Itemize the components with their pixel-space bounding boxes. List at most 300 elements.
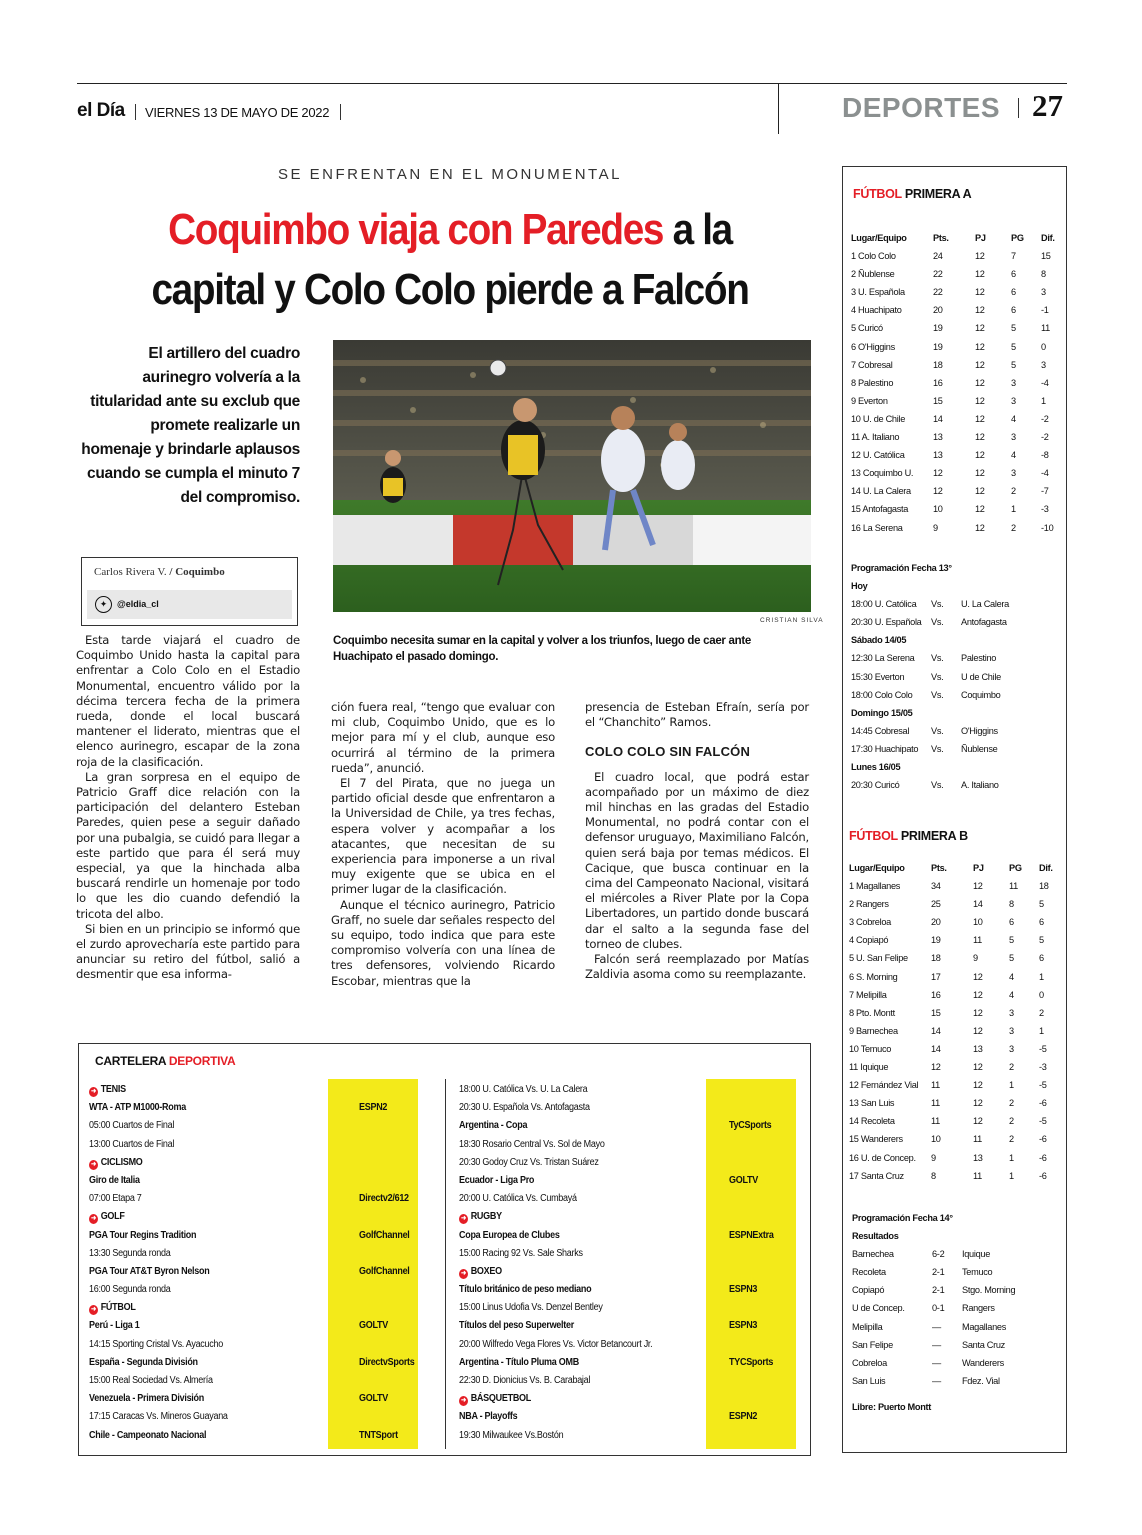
stat-value: 1 bbox=[1041, 395, 1046, 406]
stat-value: 0 bbox=[1039, 989, 1044, 1000]
stat-value: 15 bbox=[933, 395, 943, 406]
table-row bbox=[849, 1022, 1061, 1040]
byline-box bbox=[81, 557, 298, 626]
stat-value: -6 bbox=[1039, 1152, 1047, 1163]
stat-value: 12 bbox=[973, 1062, 983, 1073]
channel-name: TyCSports bbox=[729, 1120, 772, 1132]
table-row bbox=[849, 1167, 1061, 1185]
score: 6-2 bbox=[932, 1249, 945, 1260]
home-team: San Felipe bbox=[852, 1339, 893, 1350]
listing-row bbox=[459, 1281, 788, 1299]
home-team: Barnechea bbox=[852, 1249, 894, 1260]
stat-value: 13 bbox=[973, 1043, 983, 1054]
table-row bbox=[851, 283, 1061, 301]
team-name: 3 Cobreloa bbox=[849, 917, 891, 928]
primera-b-table bbox=[849, 859, 1061, 1185]
title-part: PRIMERA A bbox=[901, 187, 972, 201]
table-row bbox=[849, 931, 1061, 949]
home-team: Recoleta bbox=[852, 1267, 886, 1278]
body-column-3 bbox=[585, 700, 809, 982]
stat-value: 10 bbox=[973, 917, 983, 928]
event-name: España - Segunda División bbox=[89, 1356, 198, 1368]
team-name: 7 Melipilla bbox=[849, 989, 887, 1000]
versus: Vs. bbox=[931, 743, 944, 754]
header-divider bbox=[135, 104, 136, 120]
channel-name: ESPN2 bbox=[729, 1411, 758, 1423]
stat-value: 1 bbox=[1011, 504, 1016, 515]
stat-value: -2 bbox=[1041, 413, 1049, 424]
byline-separator: / bbox=[166, 566, 176, 578]
title-part-red: FÚTBOL bbox=[849, 829, 898, 843]
listing-row bbox=[459, 1190, 788, 1208]
photo-credit: CRISTIAN SILVA bbox=[760, 617, 824, 624]
stat-value: 14 bbox=[931, 1025, 941, 1036]
stat-value: 6 bbox=[1011, 287, 1016, 298]
stat-value: 5 bbox=[1011, 359, 1016, 370]
section-name: DEPORTES bbox=[842, 92, 1001, 123]
stat-value: 17 bbox=[931, 971, 941, 982]
listing-row bbox=[459, 1099, 788, 1117]
stat-value: 12 bbox=[975, 251, 985, 262]
schedule-list bbox=[851, 577, 1061, 794]
listing-row bbox=[459, 1372, 788, 1390]
match-time: 17:15 Caracas Vs. Mineros Guayana bbox=[89, 1411, 228, 1423]
team-name: 9 Everton bbox=[851, 395, 888, 406]
table-header bbox=[851, 229, 1061, 247]
stat-value: -6 bbox=[1039, 1170, 1047, 1181]
stat-value: 6 bbox=[1039, 917, 1044, 928]
schedule-title: Programación Fecha 14° bbox=[852, 1213, 953, 1223]
listing-row bbox=[459, 1263, 788, 1281]
match-time: 22:30 D. Dionicius Vs. B. Carabajal bbox=[459, 1375, 591, 1386]
column-header: Dif. bbox=[1039, 863, 1053, 873]
stat-value: 12 bbox=[975, 432, 985, 443]
stat-value: 3 bbox=[1009, 1043, 1014, 1054]
event-name: Argentina - Título Pluma OMB bbox=[459, 1356, 579, 1368]
twitter-handle[interactable]: @eldia_cl bbox=[117, 599, 159, 609]
stat-value: 12 bbox=[975, 359, 985, 370]
team-name: 5 Curicó bbox=[851, 323, 883, 334]
team-name: 4 Huachipato bbox=[851, 305, 902, 316]
stat-value: 3 bbox=[1009, 1025, 1014, 1036]
stat-value: 12 bbox=[933, 468, 943, 479]
stat-value: -3 bbox=[1041, 504, 1049, 515]
schedule-day: Sábado 14/05 bbox=[851, 635, 907, 646]
paragraph: Si bien en un principio se informó que el zurdo aprovecharía este partido para anunciar su retiro del fútbol, salió a desmentir que esa informa- bbox=[76, 921, 300, 982]
channel-name: TNTSport bbox=[359, 1429, 398, 1441]
stat-value: 12 bbox=[975, 305, 985, 316]
channel-name: TYCSports bbox=[729, 1356, 774, 1368]
stat-value: 18 bbox=[1039, 881, 1049, 892]
table-row bbox=[849, 1149, 1061, 1167]
table-row bbox=[849, 986, 1061, 1004]
sport-name: RUGBY bbox=[470, 1211, 502, 1223]
team-name: 4 Copiapó bbox=[849, 935, 889, 946]
column-header: Lugar/Equipo bbox=[851, 233, 907, 243]
byline-place: Coquimbo bbox=[175, 566, 225, 578]
match-time: 05:00 Cuartos de Final bbox=[89, 1120, 175, 1132]
stat-value: 12 bbox=[975, 323, 985, 334]
column-header: PG bbox=[1009, 863, 1022, 873]
primera-a-schedule bbox=[851, 559, 1061, 794]
table-row bbox=[851, 500, 1061, 518]
stat-value: 11 bbox=[973, 1134, 982, 1145]
result-row bbox=[852, 1281, 1062, 1299]
table-row bbox=[849, 913, 1061, 931]
stat-value: 9 bbox=[933, 522, 938, 533]
away-team: Fdez. Vial bbox=[962, 1375, 1000, 1386]
stat-value: 5 bbox=[1009, 953, 1014, 964]
stat-value: 24 bbox=[933, 251, 943, 262]
home-team: 18:00 Colo Colo bbox=[851, 689, 913, 700]
table-row bbox=[851, 482, 1061, 500]
listing-row bbox=[89, 1336, 418, 1354]
away-team: Magallanes bbox=[962, 1321, 1006, 1332]
stat-value: 20 bbox=[931, 917, 941, 928]
event-name: PGA Tour Regins Tradition bbox=[89, 1229, 197, 1241]
header-divider bbox=[340, 104, 341, 120]
column-divider bbox=[445, 1079, 446, 1449]
team-name: 10 U. de Chile bbox=[851, 413, 906, 424]
stat-value: 2 bbox=[1039, 1007, 1044, 1018]
stat-value: 16 bbox=[933, 377, 943, 388]
listing-row bbox=[89, 1081, 418, 1099]
result-row bbox=[852, 1299, 1062, 1317]
versus: Vs. bbox=[931, 689, 944, 700]
column-header: Lugar/Equipo bbox=[849, 863, 905, 873]
match-time: 19:30 Milwaukee Vs.Bostón bbox=[459, 1429, 564, 1441]
match-time: 20:30 Godoy Cruz Vs. Tristan Suárez bbox=[459, 1156, 599, 1168]
body-column-2 bbox=[331, 700, 555, 989]
away-team: Coquimbo bbox=[961, 689, 1001, 700]
team-name: 8 Pto. Montt bbox=[849, 1007, 895, 1018]
away-team: Santa Cruz bbox=[962, 1339, 1005, 1350]
paragraph: presencia de Esteban Efraín, sería por el “Chanchito” Ramos. bbox=[585, 700, 809, 730]
team-name: 5 U. San Felipe bbox=[849, 953, 908, 964]
stat-value: 20 bbox=[933, 305, 943, 316]
stat-value: 22 bbox=[933, 287, 943, 298]
stat-value: 12 bbox=[931, 1062, 941, 1073]
channel-name: GOLTV bbox=[359, 1393, 388, 1405]
header-divider bbox=[1018, 98, 1019, 118]
paragraph: Esta tarde viajará el cuadro de Coquimbo Unido hasta la capital para enfrentar a Colo Colo en el Estadio Monumental, encuentro válido por la décima tercera fecha de la primera rueda, donde el local buscará mantener el liderato, mientras que el elenco aurinegro, escapar de la zona roja de la clasificación. bbox=[76, 633, 300, 769]
stat-value: 3 bbox=[1011, 395, 1016, 406]
listing-row bbox=[459, 1299, 788, 1317]
stat-value: 12 bbox=[975, 287, 985, 298]
event-name: Ecuador - Liga Pro bbox=[459, 1174, 535, 1186]
photo-illustration bbox=[333, 340, 811, 612]
stat-value: 3 bbox=[1041, 287, 1046, 298]
stat-value: 12 bbox=[973, 1007, 983, 1018]
table-row bbox=[851, 265, 1061, 283]
schedule-row bbox=[851, 686, 1061, 704]
away-team: Wanderers bbox=[962, 1357, 1004, 1368]
issue-date: VIERNES 13 DE MAYO DE 2022 bbox=[145, 105, 330, 120]
arrow-right-icon: ➜ bbox=[460, 1397, 467, 1405]
stat-value: 8 bbox=[1041, 269, 1046, 280]
home-team: Melipilla bbox=[852, 1321, 883, 1332]
table-row bbox=[851, 392, 1061, 410]
score: 0-1 bbox=[932, 1303, 945, 1314]
stat-value: 4 bbox=[1011, 413, 1016, 424]
listing-row bbox=[89, 1117, 418, 1135]
article-deck: El artillero del cuadro aurinegro volvería a la titularidad ante su exclub que promete realizarle un homenaje y brindarle aplausos cuando se cumpla el minuto 7 del compromiso. bbox=[81, 345, 300, 506]
stat-value: 15 bbox=[931, 1007, 941, 1018]
stat-value: 14 bbox=[931, 1043, 941, 1054]
team-name: 7 Cobresal bbox=[851, 359, 893, 370]
table-row bbox=[849, 1130, 1061, 1148]
column-header: Pts. bbox=[931, 863, 947, 873]
stat-value: 11 bbox=[973, 1170, 982, 1181]
table-row bbox=[849, 1058, 1061, 1076]
stat-value: 4 bbox=[1009, 989, 1014, 1000]
stat-value: -8 bbox=[1041, 450, 1049, 461]
primera-a-title bbox=[853, 187, 971, 201]
listing-row bbox=[459, 1354, 788, 1372]
stat-value: 1 bbox=[1009, 1152, 1014, 1163]
primera-b-schedule bbox=[852, 1209, 1062, 1416]
event-name: Chile - Campeonato Nacional bbox=[89, 1429, 207, 1441]
stat-value: 1 bbox=[1039, 971, 1044, 982]
stat-value: 8 bbox=[931, 1170, 936, 1181]
match-photo bbox=[333, 340, 811, 612]
bye-team: Libre: Puerto Montt bbox=[852, 1401, 932, 1412]
sport-name: BÁSQUETBOL bbox=[470, 1393, 532, 1405]
event-name: Argentina - Copa bbox=[459, 1120, 528, 1132]
away-team: Stgo. Morning bbox=[962, 1285, 1016, 1296]
listing-row bbox=[89, 1245, 418, 1263]
primera-a-table bbox=[851, 229, 1061, 537]
stat-value: -6 bbox=[1039, 1134, 1047, 1145]
away-team: U de Chile bbox=[961, 671, 1001, 682]
home-team: 12:30 La Serena bbox=[851, 653, 915, 664]
match-time: 18:30 Rosario Central Vs. Sol de Mayo bbox=[459, 1138, 605, 1150]
channel-name: GOLTV bbox=[729, 1174, 758, 1186]
result-row bbox=[852, 1354, 1062, 1372]
stat-value: 18 bbox=[933, 359, 943, 370]
stat-value: 2 bbox=[1011, 522, 1016, 533]
schedule-row bbox=[851, 776, 1061, 794]
event-name: Título británico de peso mediano bbox=[459, 1284, 592, 1296]
stat-value: 3 bbox=[1011, 468, 1016, 479]
listing-row bbox=[89, 1427, 418, 1445]
stat-value: 13 bbox=[973, 1152, 983, 1163]
column-header: PJ bbox=[975, 233, 986, 243]
table-row bbox=[851, 410, 1061, 428]
sport-name: FÚTBOL bbox=[100, 1302, 136, 1314]
match-time: 20:00 Wilfredo Vega Flores Vs. Victor Betancourt Jr. bbox=[459, 1338, 653, 1350]
stat-value: 9 bbox=[931, 1152, 936, 1163]
listing-row bbox=[459, 1154, 788, 1172]
twitter-icon: ✦ bbox=[95, 596, 112, 613]
title-part-red: DEPORTIVA bbox=[168, 1054, 236, 1068]
stat-value: 0 bbox=[1041, 341, 1046, 352]
stat-value: -4 bbox=[1041, 468, 1049, 479]
arrow-right-icon: ➜ bbox=[90, 1088, 97, 1095]
home-team: Copiapó bbox=[852, 1285, 885, 1296]
stat-value: 3 bbox=[1011, 377, 1016, 388]
event-name: Giro de Italia bbox=[89, 1174, 140, 1186]
column-header: Dif. bbox=[1041, 233, 1055, 243]
table-row bbox=[851, 356, 1061, 374]
listing-row bbox=[459, 1390, 788, 1408]
away-team: Palestino bbox=[961, 653, 997, 664]
stat-value: 4 bbox=[1011, 450, 1016, 461]
title-part: CARTELERA bbox=[95, 1054, 169, 1068]
stat-value: 6 bbox=[1039, 953, 1044, 964]
event-name: Venezuela - Primera División bbox=[89, 1393, 205, 1405]
match-time: 15:00 Linus Udofia Vs. Denzel Bentley bbox=[459, 1302, 603, 1314]
match-time: 13:30 Segunda ronda bbox=[89, 1247, 171, 1259]
stat-value: 12 bbox=[975, 395, 985, 406]
listing-row bbox=[89, 1372, 418, 1390]
table-row bbox=[849, 968, 1061, 986]
channel-name: ESPN3 bbox=[729, 1284, 758, 1296]
result-row bbox=[852, 1263, 1062, 1281]
stat-value: -4 bbox=[1041, 377, 1049, 388]
stat-value: 2 bbox=[1011, 486, 1016, 497]
listing-row bbox=[459, 1227, 788, 1245]
team-name: 15 Wanderers bbox=[849, 1134, 903, 1145]
team-name: 1 Magallanes bbox=[849, 881, 901, 892]
score: — bbox=[932, 1339, 941, 1350]
arrow-right-icon: ➜ bbox=[90, 1306, 97, 1314]
team-name: 6 S. Morning bbox=[849, 971, 898, 982]
channel-name: DirectvSports bbox=[359, 1356, 415, 1368]
schedule-day: Hoy bbox=[851, 581, 868, 592]
arrow-right-icon: ➜ bbox=[90, 1160, 97, 1168]
versus: Vs. bbox=[931, 617, 944, 628]
stat-value: 12 bbox=[975, 522, 985, 533]
listing-row bbox=[89, 1190, 418, 1208]
schedule-row bbox=[851, 649, 1061, 667]
away-team: A. Italiano bbox=[961, 780, 999, 791]
stat-value: 16 bbox=[931, 989, 941, 1000]
header-rule bbox=[77, 83, 1067, 84]
stat-value: -3 bbox=[1039, 1062, 1047, 1073]
channel-name: GolfChannel bbox=[359, 1229, 410, 1241]
stat-value: 11 bbox=[1041, 323, 1050, 334]
stat-value: 19 bbox=[931, 935, 941, 946]
column-header: PJ bbox=[973, 863, 984, 873]
stat-value: 14 bbox=[933, 413, 943, 424]
stat-value: 2 bbox=[1009, 1116, 1014, 1127]
paragraph: El 7 del Pirata, que no juega un partido oficial desde que enfrentaron a la Universidad de Chile, ya tres fechas, espera volver y acompañar a los atacantes, que necesitan de su experiencia para imponerse a un rival muy exigente que se ubica en el primer lugar de la clasificación. bbox=[331, 776, 555, 897]
listing-row bbox=[459, 1136, 788, 1154]
stat-value: -5 bbox=[1039, 1116, 1047, 1127]
stat-value: 22 bbox=[933, 269, 943, 280]
team-name: 14 Recoleta bbox=[849, 1116, 895, 1127]
match-time: 16:00 Segunda ronda bbox=[89, 1284, 171, 1296]
arrow-right-icon: ➜ bbox=[90, 1215, 97, 1223]
away-team: Iquique bbox=[962, 1249, 991, 1260]
versus: Vs. bbox=[931, 599, 944, 610]
article-headline bbox=[133, 200, 767, 320]
stat-value: -5 bbox=[1039, 1043, 1047, 1054]
listing-row bbox=[459, 1081, 788, 1099]
stat-value: 3 bbox=[1009, 1007, 1014, 1018]
stat-value: 12 bbox=[975, 377, 985, 388]
table-row bbox=[849, 1040, 1061, 1058]
listing-row bbox=[459, 1408, 788, 1426]
sport-name: BOXEO bbox=[470, 1265, 502, 1277]
stat-value: 7 bbox=[1011, 251, 1016, 262]
table-row bbox=[849, 1004, 1061, 1022]
stat-value: 12 bbox=[973, 1025, 983, 1036]
listing-row bbox=[459, 1245, 788, 1263]
stat-value: 12 bbox=[975, 413, 985, 424]
stat-value: 12 bbox=[973, 1080, 983, 1091]
match-time: 20:30 U. Española Vs. Antofagasta bbox=[459, 1102, 590, 1114]
stat-value: 12 bbox=[975, 504, 985, 515]
match-time: 15:00 Racing 92 Vs. Sale Sharks bbox=[459, 1247, 583, 1259]
table-row bbox=[849, 895, 1061, 913]
listing-row bbox=[89, 1263, 418, 1281]
listing-row bbox=[89, 1154, 418, 1172]
team-name: 11 A. Italiano bbox=[851, 432, 900, 443]
listing-row bbox=[89, 1227, 418, 1245]
subheading: COLO COLO SIN FALCÓN bbox=[585, 744, 751, 760]
stat-value: 11 bbox=[1009, 881, 1018, 892]
stat-value: 5 bbox=[1039, 899, 1044, 910]
stat-value: 19 bbox=[933, 323, 943, 334]
versus: Vs. bbox=[931, 725, 944, 736]
tv-listings-box bbox=[78, 1043, 811, 1456]
match-time: 18:00 U. Católica Vs. U. La Calera bbox=[459, 1084, 588, 1095]
results-list bbox=[852, 1245, 1062, 1390]
schedule-row bbox=[851, 595, 1061, 613]
paragraph: El cuadro local, que podrá estar acompañado por un máximo de diez mil hinchas en las gradas del Estadio Monumental, no podrá contar con el defensor uruguayo, Maximiliano Falcón, quien será baja por temas médicos. El Cacique, que busca continuar en la cima del Campeonato Nacional, visitará el miércoles a River Plate por la Copa Libertadores, un partido donde buscará dar el salto a la segunda fase del torneo de clubes. bbox=[585, 769, 809, 951]
stat-value: -6 bbox=[1039, 1098, 1047, 1109]
stat-value: 13 bbox=[933, 450, 943, 461]
table-row bbox=[851, 301, 1061, 319]
event-name: Copa Europea de Clubes bbox=[459, 1229, 560, 1241]
stat-value: 12 bbox=[975, 450, 985, 461]
page-number: 27 bbox=[1032, 88, 1063, 123]
event-name: Títulos del peso Superwelter bbox=[459, 1320, 574, 1332]
table-row bbox=[851, 519, 1061, 537]
away-team: Temuco bbox=[962, 1267, 993, 1278]
away-team: Rangers bbox=[962, 1303, 995, 1314]
arrow-right-icon: ➜ bbox=[460, 1215, 467, 1223]
channel-name: GolfChannel bbox=[359, 1265, 410, 1277]
paragraph: ción fuera real, “tengo que evaluar con mi club, Coquimbo Unido, que es lo mejor para mí y el club, aunque eso ocurrirá al término de la primera rueda”, anunció. bbox=[331, 700, 555, 775]
listing-row bbox=[459, 1172, 788, 1190]
stat-value: 15 bbox=[1041, 251, 1051, 262]
versus: Vs. bbox=[931, 653, 944, 664]
home-team: 18:00 U. Católica bbox=[851, 599, 917, 610]
event-name: WTA - ATP M1000-Roma bbox=[89, 1102, 186, 1114]
match-time: 20:00 U. Católica Vs. Cumbayá bbox=[459, 1193, 577, 1205]
team-name: 11 Iquique bbox=[849, 1062, 889, 1073]
stat-value: 14 bbox=[973, 899, 983, 910]
team-name: 16 U. de Concep. bbox=[849, 1152, 916, 1163]
listing-row bbox=[89, 1136, 418, 1154]
primera-b-title bbox=[849, 829, 968, 843]
stat-value: 8 bbox=[1009, 899, 1014, 910]
result-row bbox=[852, 1318, 1062, 1336]
listing-row bbox=[89, 1281, 418, 1299]
schedule-day: Lunes 16/05 bbox=[851, 762, 901, 773]
arrow-right-icon: ➜ bbox=[460, 1269, 467, 1277]
table-row bbox=[851, 446, 1061, 464]
home-team: 15:30 Everton bbox=[851, 671, 905, 682]
stat-value: 12 bbox=[933, 486, 943, 497]
stat-value: -2 bbox=[1041, 432, 1049, 443]
channel-name: Directv2/612 bbox=[359, 1193, 409, 1205]
stat-value: -10 bbox=[1041, 522, 1054, 533]
stat-value: 5 bbox=[1039, 935, 1044, 946]
